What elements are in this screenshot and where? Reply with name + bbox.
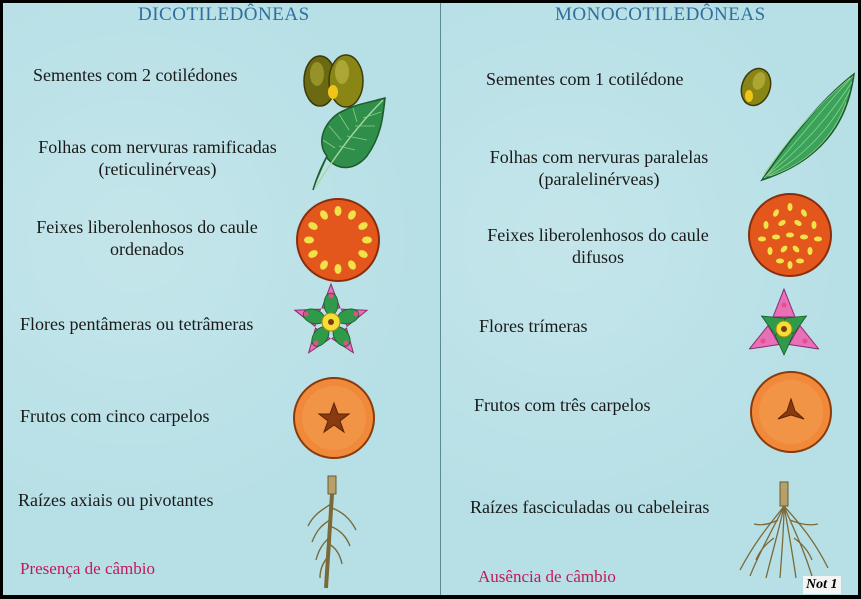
monocot-stem-text (470, 224, 726, 268)
dicot-leaf-line2: (reticulinérveas) (98, 159, 217, 179)
monocot-stem-line2: difusos (571, 247, 624, 267)
five-carpel-fruit-icon (291, 375, 377, 461)
trimerous-flower-icon (749, 285, 819, 365)
dicot-leaf-text (20, 136, 295, 180)
reticulate-leaf-icon (305, 96, 390, 194)
diffuse-stem-bundles-icon (746, 191, 834, 279)
dicot-flower-text: Flores pentâmeras ou tetrâmeras (20, 314, 254, 334)
dicot-title: DICOTILEDÔNEAS (138, 4, 310, 25)
monocot-seed-text: Sementes com 1 cotilédone (486, 69, 684, 89)
dicot-seed-text: Sementes com 2 cotilédones (33, 65, 238, 85)
dicot-stem-line2: ordenados (110, 239, 184, 259)
column-divider (440, 3, 441, 595)
ordered-stem-bundles-icon (294, 196, 382, 284)
monocot-footnote: Ausência de câmbio (478, 567, 616, 586)
monocot-leaf-line1: Folhas com nervuras paralelas (489, 147, 709, 167)
monocot-stem-line1: Feixes liberolenhosos do caule (487, 225, 709, 245)
pentamerous-flower-icon (292, 280, 370, 362)
dicot-footnote: Presença de câmbio (20, 559, 155, 578)
taproot-icon (304, 474, 360, 590)
three-carpel-fruit-icon (748, 369, 834, 455)
parallel-leaf-icon (758, 72, 858, 184)
fibrous-root-icon (734, 480, 834, 580)
monocot-flower-text: Flores trímeras (479, 316, 588, 336)
dicot-root-text: Raízes axiais ou pivotantes (18, 490, 214, 510)
signature: Not 1 (803, 576, 841, 594)
dicot-fruit-text: Frutos com cinco carpelos (20, 406, 210, 426)
dicot-leaf-line1: Folhas com nervuras ramificadas (38, 137, 277, 157)
monocot-title: MONOCOTILEDÔNEAS (555, 4, 766, 25)
monocot-fruit-text: Frutos com três carpelos (474, 395, 651, 415)
monocot-root-text: Raízes fasciculadas ou cabeleiras (470, 497, 710, 517)
dicot-stem-line1: Feixes liberolenhosos do caule (36, 217, 258, 237)
dicot-stem-text (18, 216, 276, 260)
monocot-leaf-text (471, 146, 727, 190)
monocot-leaf-line2: (paralelinérveas) (538, 169, 660, 189)
